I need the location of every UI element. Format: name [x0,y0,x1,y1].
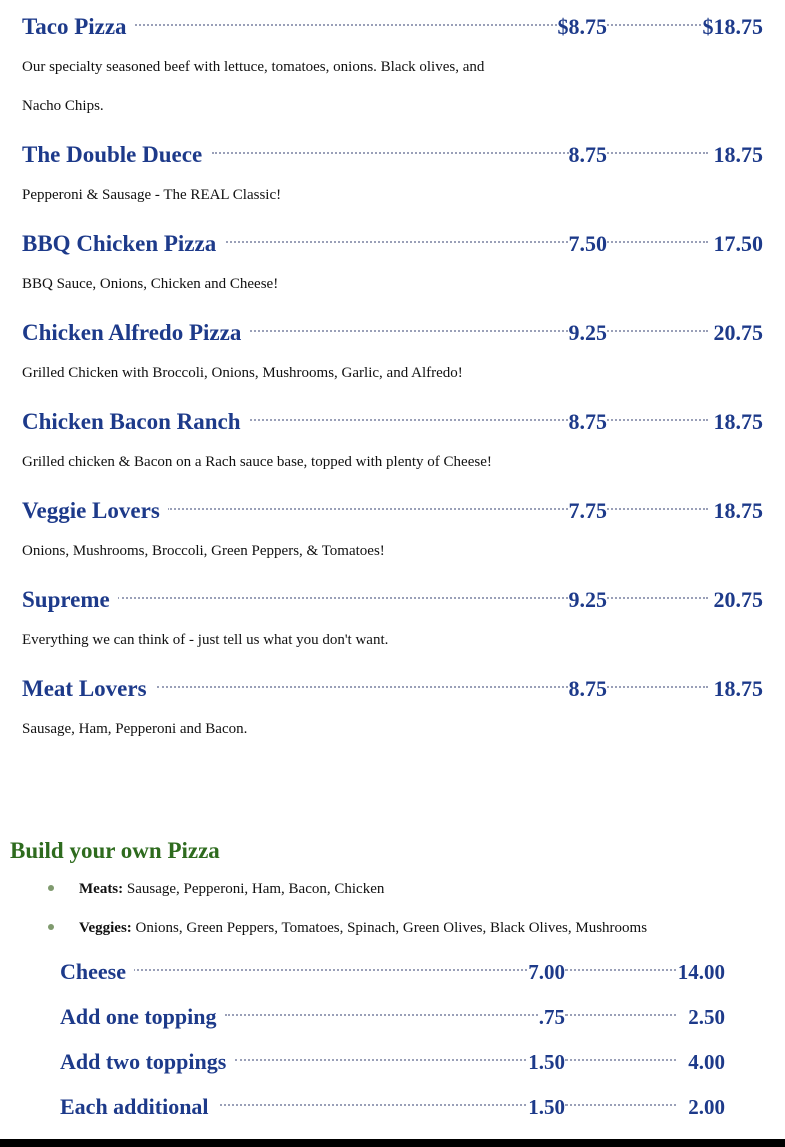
price-small: $8.75 [557,14,607,39]
menu-item-name: Taco Pizza [22,13,135,41]
dot-leader [167,496,588,510]
menu-item-row [22,5,785,45]
dot-leader [566,1048,676,1061]
dot-leader [566,958,676,971]
menu-item-description: Everything we can think of - just tell us what you don't want. [22,632,389,648]
topping-list [0,873,785,951]
dot-leader [130,958,566,971]
topping-items: Onions, Green Peppers, Tomatoes, Spinach, Green Olives, Black Olives, Mushrooms [135,920,648,936]
topping-label: Meats: [79,881,124,897]
dot-leader [212,140,588,154]
topping-list-item-meats [0,873,785,912]
menu-item-description: Grilled chicken & Bacon on a Rach sauce base, topped with plenty of Cheese! [22,454,492,470]
menu-item-meat-lovers [0,667,785,756]
menu-item-double-duece [0,133,785,222]
dot-leader [225,1003,566,1016]
price-large: $18.75 [702,14,763,39]
menu-item-chicken-bacon-ranch [0,400,785,489]
topping-text [79,912,647,944]
menu-item-row [22,400,785,440]
price-small: 8.75 [568,676,607,701]
price-large: 14.00 [677,960,725,984]
price-small: 7.50 [568,231,607,256]
menu-item-description: Pepperoni & Sausage - The REAL Classic! [22,187,282,203]
menu-item-name: Chicken Alfredo Pizza [22,319,249,347]
topping-list-item-veggies [0,912,785,951]
dot-leader [247,318,588,332]
section-title-build-your-own: Build your own Pizza [10,838,220,863]
price-small: .75 [538,1005,565,1029]
price-large: 18.75 [713,142,763,167]
menu-item-description: Our specialty seasoned beef with lettuce, tomatoes, onions. Black olives, and Nacho Chips. [22,59,485,114]
price-large: 18.75 [713,409,763,434]
dot-leader [247,407,588,421]
bottom-bar [0,1139,785,1147]
menu-item-row [22,222,785,262]
menu-item-name: Meat Lovers [22,675,155,703]
dot-leader [222,229,588,243]
dot-leader [117,585,588,599]
build-option-cheese [60,951,725,996]
price-small: 7.00 [528,960,565,984]
price-small: 9.25 [568,320,607,345]
menu-item-supreme [0,578,785,667]
menu-item-bbq-chicken-pizza [0,222,785,311]
price-small: 1.50 [528,1095,565,1119]
price-small: 7.75 [568,498,607,523]
menu-item-name: Veggie Lovers [22,497,168,525]
build-price-table [60,951,725,1131]
menu-item-name: Supreme [22,586,118,614]
price-large: 17.50 [713,231,763,256]
dot-leader [220,1093,566,1106]
build-option-two-toppings [60,1041,725,1086]
menu-item-description: Onions, Mushrooms, Broccoli, Green Peppers, & Tomatoes! [22,543,385,559]
dot-leader [566,1003,676,1016]
dot-leader [132,12,588,26]
price-small: 9.25 [568,587,607,612]
menu-item-description: Sausage, Ham, Pepperoni and Bacon. [22,721,248,737]
menu-item-name: Chicken Bacon Ranch [22,408,249,436]
bullet-icon [48,924,54,930]
price-large: 4.00 [688,1050,725,1074]
menu-item-chicken-alfredo-pizza [0,311,785,400]
build-option-one-topping [60,996,725,1041]
menu-item-description: Grilled Chicken with Broccoli, Onions, Mushrooms, Garlic, and Alfredo! [22,365,463,381]
topping-items: Sausage, Pepperoni, Ham, Bacon, Chicken [126,881,385,897]
menu-item-row [22,311,785,351]
dot-leader [235,1048,566,1061]
price-large: 2.00 [688,1095,725,1119]
dot-leader [566,1093,676,1106]
topping-text [79,873,384,905]
menu-item-row [22,578,785,618]
build-option-name: Add two toppings [60,1048,234,1076]
bullet-icon [48,885,54,891]
price-large: 20.75 [713,587,763,612]
price-small: 8.75 [568,142,607,167]
topping-label: Veggies: [79,920,132,936]
build-option-name: Cheese [60,958,134,986]
build-option-each-additional [60,1086,725,1131]
price-large: 20.75 [713,320,763,345]
menu-item-name: BBQ Chicken Pizza [22,230,224,258]
menu-item-row [22,489,785,529]
build-option-name: Add one topping [60,1003,225,1031]
price-small: 8.75 [568,409,607,434]
dot-leader [157,674,588,688]
build-option-name: Each additional [60,1093,217,1121]
menu-item-name: The Double Duece [22,141,210,169]
menu-item-description: BBQ Sauce, Onions, Chicken and Cheese! [22,276,279,292]
price-large: 18.75 [713,498,763,523]
menu-item-taco-pizza [0,5,785,133]
price-large: 18.75 [713,676,763,701]
price-large: 2.50 [688,1005,725,1029]
menu-item-veggie-lovers [0,489,785,578]
menu-item-row [22,667,785,707]
price-small: 1.50 [528,1050,565,1074]
menu-item-row [22,133,785,173]
